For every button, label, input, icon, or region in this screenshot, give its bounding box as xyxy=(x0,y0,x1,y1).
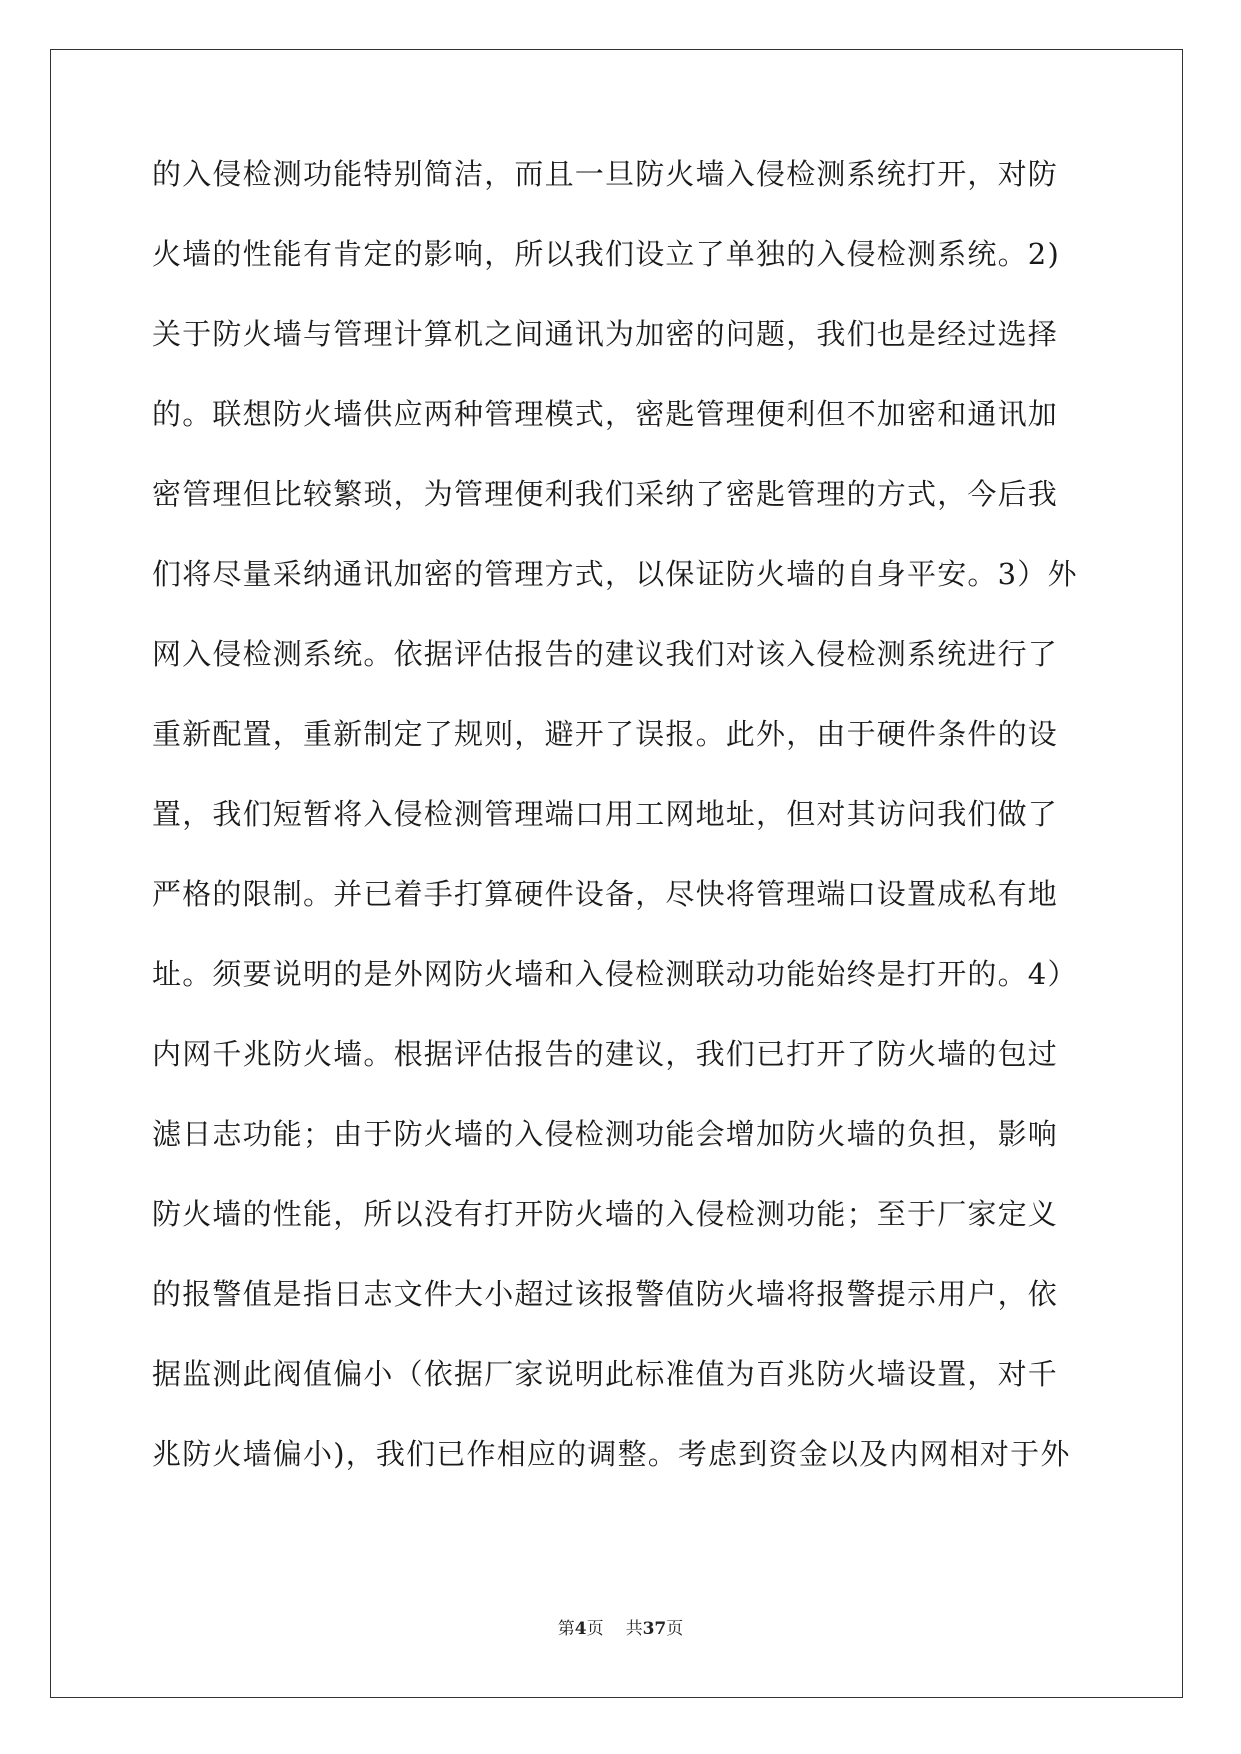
total-pages: 37 xyxy=(642,1619,667,1639)
text-line: 火墙的性能有肯定的影响，所以我们设立了单独的入侵检测系统。2) xyxy=(152,237,1060,271)
text-line: 址。须要说明的是外网防火墙和入侵检测联动功能始终是打开的。4） xyxy=(152,957,1078,991)
text-line: 们将尽量采纳通讯加密的管理方式，以保证防火墙的自身平安。3）外 xyxy=(152,557,1078,591)
text-line: 置，我们短暂将入侵检测管理端口用工网地址，但对其访问我们做了 xyxy=(152,797,1059,831)
page-footer xyxy=(0,1614,1241,1639)
text-line: 的报警值是指日志文件大小超过该报警值防火墙将报警提示用户，依 xyxy=(152,1277,1059,1311)
total-prefix: 共 xyxy=(625,1619,643,1639)
page-suffix: 页 xyxy=(586,1619,604,1639)
text-line: 关于防火墙与管理计算机之间通讯为加密的问题，我们也是经过选择 xyxy=(152,317,1059,351)
text-line: 滤日志功能；由于防火墙的入侵检测功能会增加防火墙的负担，影响 xyxy=(152,1117,1059,1151)
body-text xyxy=(152,157,1092,1494)
page-prefix: 第 xyxy=(557,1619,575,1639)
text-line: 防火墙的性能，所以没有打开防火墙的入侵检测功能；至于厂家定义 xyxy=(152,1197,1059,1231)
text-line: 据监测此阀值偏小（依据厂家说明此标准值为百兆防火墙设置，对千 xyxy=(152,1357,1059,1391)
text-line: 的。联想防火墙供应两种管理模式，密匙管理便利但不加密和通讯加 xyxy=(152,397,1059,431)
text-line: 网入侵检测系统。依据评估报告的建议我们对该入侵检测系统进行了 xyxy=(152,637,1059,671)
text-line: 重新配置，重新制定了规则，避开了误报。此外，由于硬件条件的设 xyxy=(152,717,1059,751)
page-number: 4 xyxy=(574,1619,587,1639)
text-line: 密管理但比较繁琐，为管理便利我们采纳了密匙管理的方式，今后我 xyxy=(152,477,1059,511)
text-line: 严格的限制。并已着手打算硬件设备，尽快将管理端口设置成私有地 xyxy=(152,877,1059,911)
text-line: 兆防火墙偏小)，我们已作相应的调整。考虑到资金以及内网相对于外 xyxy=(152,1437,1071,1471)
text-line: 的入侵检测功能特别简洁，而且一旦防火墙入侵检测系统打开，对防 xyxy=(152,157,1059,191)
total-suffix: 页 xyxy=(666,1619,684,1639)
text-line: 内网千兆防火墙。根据评估报告的建议，我们已打开了防火墙的包过 xyxy=(152,1037,1059,1071)
